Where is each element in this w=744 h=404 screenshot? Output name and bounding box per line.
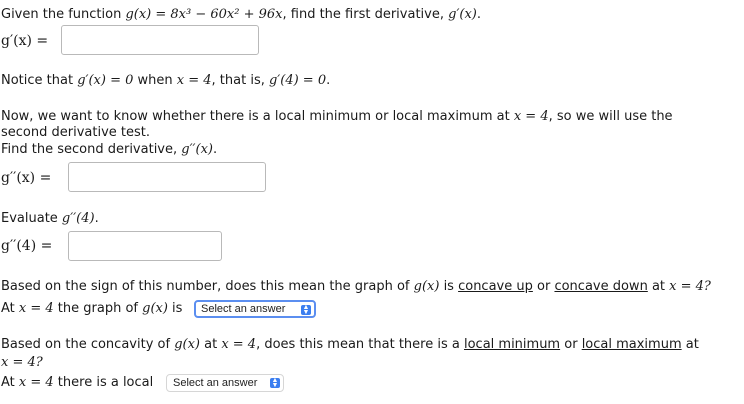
extremum-ans-math: x = 4 — [18, 375, 54, 390]
concave-down-term: concave down — [554, 279, 648, 294]
concavity-select-label: Select an answer — [201, 303, 286, 315]
second-derivative-input[interactable] — [68, 162, 266, 192]
concave-up-term: concave up — [458, 279, 533, 294]
notice-math-2: x = 4 — [176, 73, 212, 88]
extremum-answer-line — [1, 375, 153, 391]
extremum-text-4: at — [681, 337, 699, 352]
concavity-ans-math-2: g(x) — [142, 301, 168, 316]
extremum-math-2: x = 4 — [221, 337, 257, 352]
extremum-question — [1, 337, 699, 353]
extremum-math: g(x) — [174, 337, 200, 352]
concavity-ans-math: x = 4 — [18, 301, 54, 316]
function-expression: g(x) = 8x³ − 60x² + 96x — [125, 7, 283, 22]
test-text: Now, we want to know whether there is a local minimum or local maximum at — [1, 109, 514, 124]
evaluate-prompt — [1, 211, 99, 227]
extremum-select[interactable] — [166, 374, 284, 392]
test-math: x = 4 — [513, 109, 549, 124]
notice-math-1: g′(x) = 0 — [77, 73, 134, 88]
extremum-or: or — [560, 337, 582, 352]
test-text-2: , so we will use the — [548, 109, 673, 124]
first-derivative-symbol: g′(x) — [448, 7, 477, 22]
concavity-question — [1, 279, 711, 295]
find-second-derivative — [1, 142, 217, 158]
extremum-math-3: x = 4? — [1, 355, 43, 370]
find-period: . — [212, 142, 218, 157]
evaluate-text: Evaluate — [1, 211, 62, 226]
extremum-question-line2 — [1, 355, 43, 371]
notice-math-3: g′(4) = 0 — [268, 73, 327, 88]
notice-text-2: when — [133, 73, 177, 88]
local-minimum-term: local minimum — [463, 337, 561, 352]
q1-period: . — [476, 7, 482, 22]
second-derivative-symbol: g′′(x) — [181, 142, 213, 157]
extremum-text-2: at — [199, 337, 222, 352]
concavity-text-3: at — [647, 279, 670, 294]
select-arrows-icon: ▲ ▼ — [271, 377, 279, 389]
extremum-ans-text-2: there is a local — [53, 375, 154, 390]
concavity-ans-text: At — [1, 301, 19, 316]
concavity-or: or — [532, 279, 555, 294]
extremum-ans-text: At — [1, 375, 19, 390]
test-intro-line2: second derivative test. — [1, 125, 150, 140]
second-derivative-label: g′′(x) = — [1, 170, 52, 186]
evaluate-label: g′′(4) = — [1, 238, 53, 254]
find-text: Find the second derivative, — [1, 142, 182, 157]
extremum-select-label: Select an answer — [173, 377, 258, 389]
question-first-derivative — [1, 7, 481, 23]
first-derivative-label: g′(x) = — [1, 33, 49, 49]
notice-text-3: , that is, — [211, 73, 269, 88]
concavity-text: Based on the sign of this number, does this mean the graph of — [1, 279, 414, 294]
notice-period: . — [326, 73, 331, 88]
extremum-text: Based on the concavity of — [1, 337, 175, 352]
concavity-select[interactable] — [194, 300, 316, 318]
evaluate-input[interactable] — [68, 231, 222, 261]
local-maximum-term: local maximum — [581, 337, 682, 352]
first-derivative-input[interactable] — [61, 25, 259, 55]
evaluate-period: . — [94, 211, 99, 226]
select-arrows-icon: ▲ ▼ — [302, 304, 310, 316]
concavity-text-2: is — [439, 279, 459, 294]
concavity-ans-text-3: is — [167, 301, 183, 316]
q1-text-2: , find the first derivative, — [282, 7, 449, 22]
concavity-math: g(x) — [413, 279, 440, 294]
q1-text: Given the function — [1, 7, 126, 22]
concavity-math-2: x = 4? — [669, 279, 711, 294]
test-intro-line1 — [1, 109, 673, 125]
evaluate-math: g′′(4) — [61, 211, 95, 226]
notice-text: Notice that — [1, 73, 78, 88]
concavity-answer-line — [1, 301, 182, 317]
extremum-text-3: , does this mean that there is a — [256, 337, 464, 352]
concavity-ans-text-2: the graph of — [53, 301, 143, 316]
notice-statement — [1, 73, 330, 89]
